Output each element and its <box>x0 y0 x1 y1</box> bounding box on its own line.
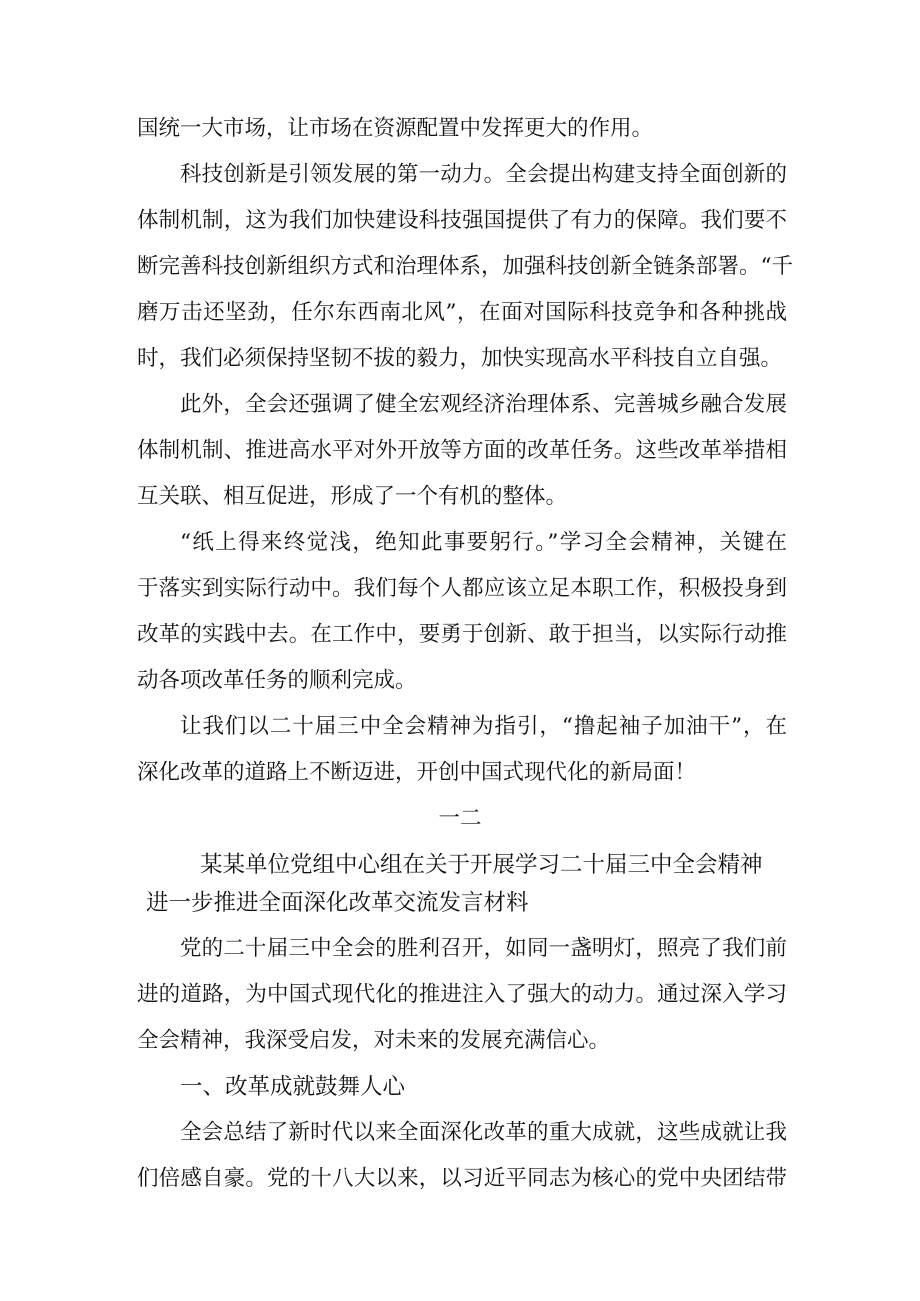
paragraph-line: 深化改革的道路上不断迈进，开创中国式现代化的新局面！ <box>137 760 697 785</box>
paragraph-line: 改革的实践中去。在工作中，要勇于创新、敢于担当，以实际行动推 <box>137 622 787 647</box>
paragraph-line: 进的道路，为中国式现代化的推进注入了强大的动力。通过深入学习 <box>137 982 787 1007</box>
section-number: 一二 <box>438 806 482 831</box>
paragraph-line: 此外，全会还强调了健全宏观经济治理体系、完善城乡融合发展 <box>180 392 787 417</box>
paragraph-line: 全会总结了新时代以来全面深化改革的重大成就，这些成就让我 <box>180 1120 787 1145</box>
document-title-line1: 某某单位党组中心组在关于开展学习二十届三中全会精神 <box>200 852 763 878</box>
paragraph-line: 体制机制、推进高水平对外开放等方面的改革任务。这些改革举措相 <box>137 438 787 463</box>
paragraph-line: 断完善科技创新组织方式和治理体系，加强科技创新全链条部署。“千 <box>137 254 793 279</box>
document-title-line2: 进一步推进全面深化改革交流发言材料 <box>146 890 529 916</box>
paragraph-line: 全会精神，我深受启发，对未来的发展充满信心。 <box>137 1028 611 1053</box>
paragraph-line: 科技创新是引领发展的第一动力。全会提出构建支持全面创新的 <box>180 162 787 187</box>
paragraph-line: 时，我们必须保持坚韧不拔的毅力，加快实现高水平科技自立自强。 <box>137 346 783 371</box>
paragraph-line: 国统一大市场，让市场在资源配置中发挥更大的作用。 <box>137 116 654 141</box>
paragraph-line: 们倍感自豪。党的十八大以来，以习近平同志为核心的党中央团结带 <box>137 1166 787 1191</box>
paragraph-line: 让我们以二十届三中全会精神为指引，“撸起袖子加油干”，在 <box>180 714 787 739</box>
paragraph-line: 体制机制，这为我们加快建设科技强国提供了有力的保障。我们要不 <box>137 208 787 233</box>
paragraph-line: 互关联、相互促进，形成了一个有机的整体。 <box>137 484 568 509</box>
paragraph-line: 动各项改革任务的顺利完成。 <box>137 668 417 693</box>
paragraph-line: 磨万击还坚劲，任尔东西南北风”，在面对国际科技竞争和各种挑战 <box>137 300 787 325</box>
paragraph-line: “纸上得来终觉浅，绝知此事要躬行。”学习全会精神，关键在 <box>180 530 787 555</box>
paragraph-line: 于落实到实际行动中。我们每个人都应该立足本职工作，积极投身到 <box>137 576 787 601</box>
section-subheading: 一、改革成就鼓舞人心 <box>180 1074 406 1100</box>
paragraph-line: 党的二十届三中全会的胜利召开，如同一盏明灯，照亮了我们前 <box>180 936 787 961</box>
